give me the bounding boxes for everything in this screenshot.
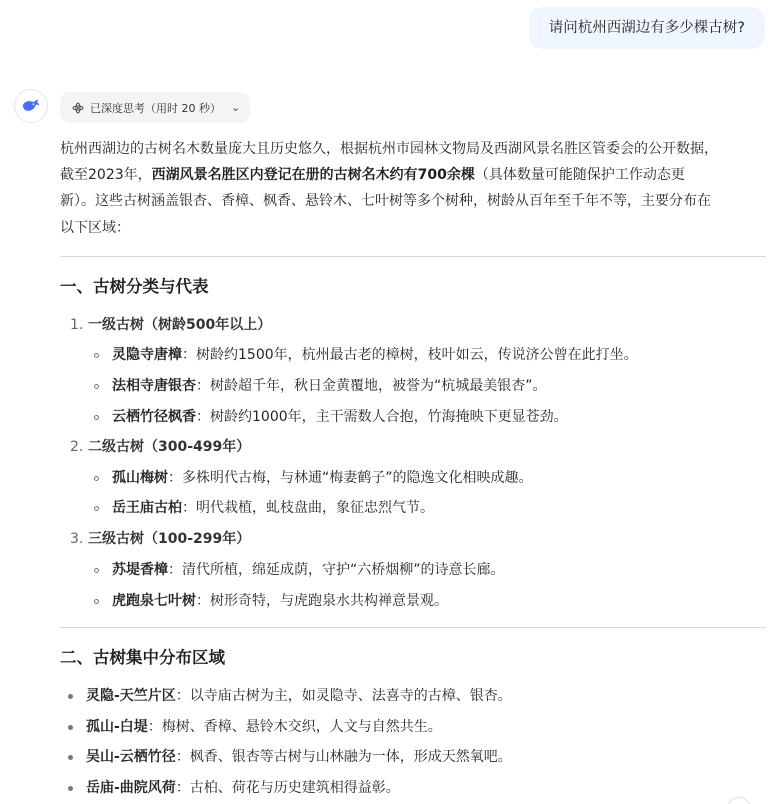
list-item: 孤山梅树 ：多株明代古梅，与林逋“梅妻鹤子”的隐逸文化相映成趣。 (94, 468, 533, 488)
list-item: 虎跑泉七叶树 ：树形奇特，与虎跑泉水共构禅意景观。 (94, 591, 448, 611)
section-heading: 一、古树分类与代表 (60, 277, 209, 296)
divider (60, 627, 766, 628)
list-item: 1. 一级古树（树龄500年以上） (70, 317, 272, 333)
list-item: 灵隐寺唐樟 ：树龄约1500年，杭州最古老的樟树，枝叶如云，传说济公曾在此打坐。 (94, 345, 638, 365)
list-item: 灵隐-天竺片区 ：以寺庙古树为主，如灵隐寺、法喜寺的古樟、银杏。 (68, 686, 512, 706)
list-item: 吴山-云栖竹径 ：枫香、银杏等古树与山林融为一体，形成天然氧吧。 (68, 747, 512, 767)
chevron-down-icon: ⌄ (231, 101, 241, 114)
answer-intro (60, 136, 766, 241)
divider (60, 256, 766, 257)
list-item: 法相寺唐银杏 ：树龄超千年，秋日金黄覆地，被誉为“杭城最美银杏”。 (94, 376, 547, 396)
intro-line-4: 以下区域： (60, 219, 130, 236)
intro-highlight: 西湖风景名胜区内登记在册的古树名木约有700余棵 (151, 167, 475, 184)
section-heading: 二、古树集中分布区域 (60, 648, 225, 667)
list-item: 3. 三级古树（100-299年） (70, 531, 251, 547)
scroll-to-bottom-button[interactable] (727, 797, 751, 804)
deep-thinking-toggle[interactable] (60, 92, 250, 123)
thinking-label: 已深度思考（用时 20 秒） (90, 101, 221, 115)
whale-logo-icon (20, 95, 42, 117)
user-message-bubble: 请问杭州西湖边有多少棵古树? (529, 7, 765, 49)
intro-line-1: 杭州西湖边的古树名木数量庞大且历史悠久，根据杭州市园林文物局及西湖风景名胜区管委会的公开数据， (60, 141, 718, 157)
list-item: 岳王庙古柏 ：明代栽植，虬枝盘曲，象征忠烈气节。 (94, 498, 434, 518)
list-item: 2. 二级古树（300-499年） (70, 439, 251, 455)
list-item: 孤山-白堤 ：梅树、香樟、悬铃木交织，人文与自然共生。 (68, 717, 442, 737)
list-item: 岳庙-曲院风荷 ：古柏、荷花与历史建筑相得益彰。 (68, 778, 400, 798)
intro-line-3: 新）。这些古树涵盖银杏、香樟、枫香、悬铃木、七叶树等多个树种，树龄从百年至千年不等，主要分布在 (60, 193, 711, 210)
intro-line-2: 截至2023年，西湖风景名胜区内登记在册的古树名木约有700余棵（具体数量可能随保护工作动态更 (60, 167, 685, 184)
atom-icon (72, 102, 84, 114)
assistant-avatar (14, 89, 48, 123)
list-item: 云栖竹径枫香 ：树龄约1000年，主干需数人合抱，竹海掩映下更显苍劲。 (94, 407, 568, 427)
list-item: 苏堤香樟 ：清代所植，绵延成荫，守护“六桥烟柳”的诗意长廊。 (94, 560, 505, 580)
